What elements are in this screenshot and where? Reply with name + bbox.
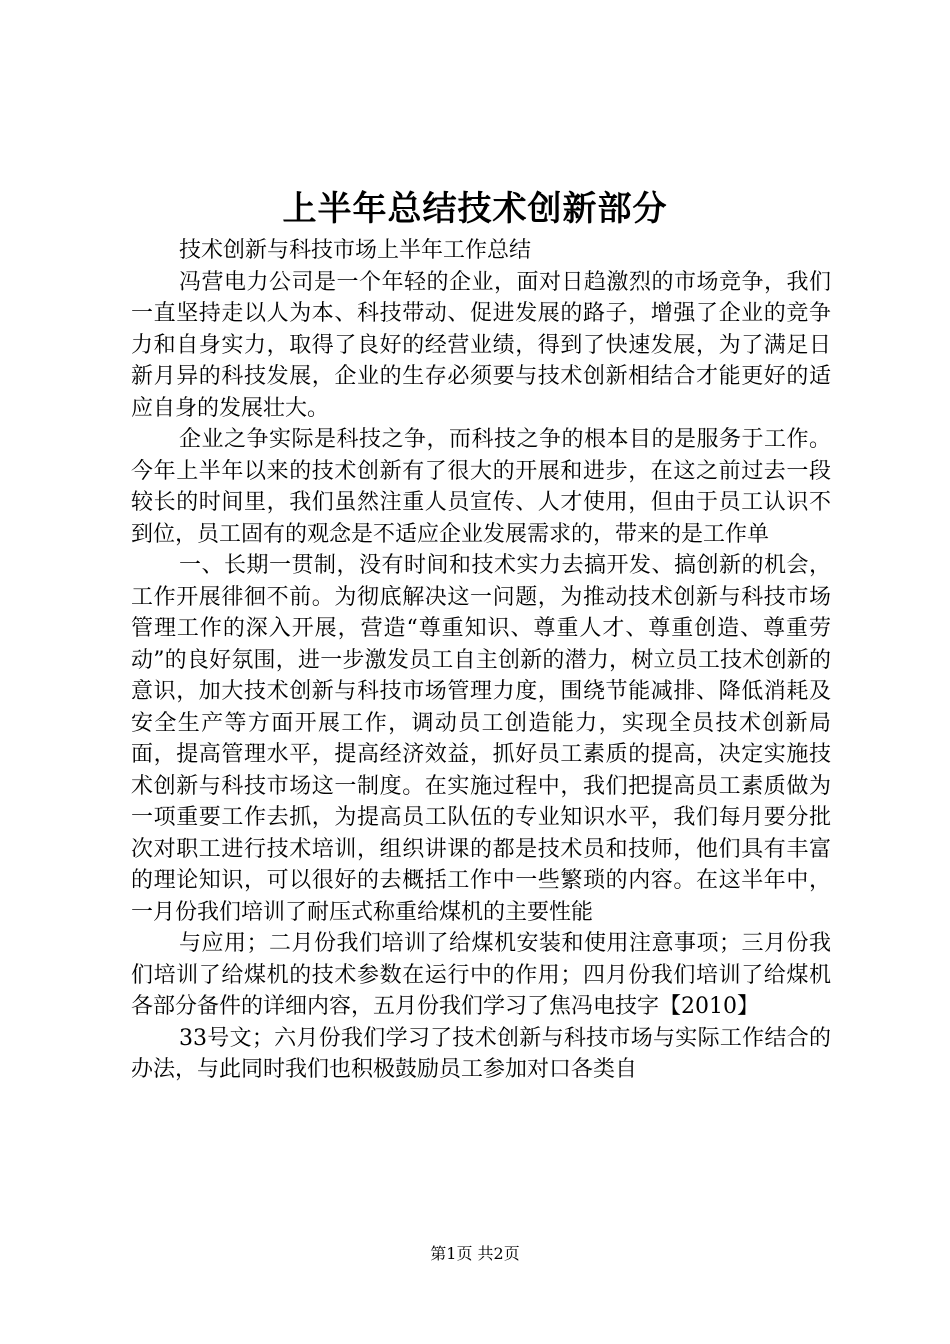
paragraph-study: 33号文；六月份我们学习了技术创新与科技市场与实际工作结合的办法，与此同时我们也积极鼓励员工参加对口各类自 xyxy=(131,1025,831,1082)
paragraph-competition: 企业之争实际是科技之争，而科技之争的根本目的是服务于工作。今年上半年以来的技术创新有了很大的开展和进步，在这之前过去一段较长的时间里，我们虽然注重人员宣传、人才使用，但由于员工认识不到位，员工固有的观念是不适应企业发展需求的，带来的是工作单 xyxy=(131,427,831,547)
paragraph-subtitle: 技术创新与科技市场上半年工作总结 xyxy=(179,238,532,263)
page-footer: 第1页 共2页 xyxy=(430,1244,520,1263)
document-body xyxy=(131,235,831,1086)
paragraph-measures: 一、长期一贯制，没有时间和技术实力去搞开发、搞创新的机会，工作开展徘徊不前。为彻底解决这一问题，为推动技术创新与科技市场管理工作的深入开展，营造“尊重知识、尊重人才、尊重创造、尊重劳动”的良好氛围，进一步激发员工自主创新的潜力，树立员工技术创新的意识，加大技术创新与科技市场管理力度，围绕节能减排、降低消耗及安全生产等方面开展工作，调动员工创造能力，实现全员技术创新局面，提高管理水平，提高经济效益，抓好员工素质的提高，决定实施技术创新与科技市场这一制度。在实施过程中，我们把提高员工素质做为一项重要工作去抓，为提高员工队伍的专业知识水平，我们每月要分批次对职工进行技术培训，组织讲课的都是技术员和技师，他们具有丰富的理论知识，可以很好的去概括工作中一些繁琐的内容。在这半年中，一月份我们培训了耐压式称重给煤机的主要性能 xyxy=(131,553,831,925)
paragraph-training: 与应用；二月份我们培训了给煤机安装和使用注意事项；三月份我们培训了给煤机的技术参数在运行中的作用；四月份我们培训了给煤机各部分备件的详细内容，五月份我们学习了焦冯电技字【2010】 xyxy=(131,931,831,1019)
paragraph-intro: 冯营电力公司是一个年轻的企业，面对日趋激烈的市场竞争，我们一直坚持走以人为本、科技带动、促进发展的路子，增强了企业的竞争力和自身实力，取得了良好的经营业绩，得到了快速发展，为了满足日新月异的科技发展，企业的生存必须要与技术创新相结合才能更好的适应自身的发展壮大。 xyxy=(131,269,831,421)
document-title: 上半年总结技术创新部分 xyxy=(282,189,668,229)
